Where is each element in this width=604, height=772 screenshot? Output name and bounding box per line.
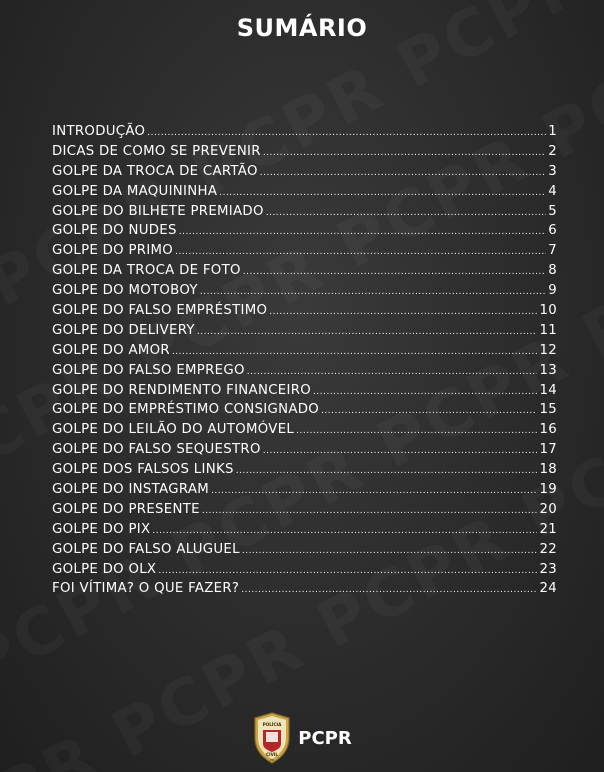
- toc-entry-page: 21: [539, 521, 557, 537]
- toc-entry-label: GOLPE DO FALSO EMPREGO: [52, 362, 245, 378]
- svg-text:POLÍCIA: POLÍCIA: [262, 722, 282, 727]
- toc-entry[interactable]: [52, 400, 557, 420]
- toc-entry[interactable]: [52, 321, 557, 341]
- toc-entry-label: GOLPE DA TROCA DE CARTÃO: [52, 163, 258, 179]
- toc-dot-leader: [202, 502, 538, 522]
- toc-entry-label: GOLPE DO PIX: [52, 521, 151, 537]
- toc-entry-page: 5: [548, 203, 557, 219]
- toc-entry[interactable]: [52, 241, 557, 261]
- toc-entry[interactable]: [52, 202, 557, 222]
- toc-entry[interactable]: [52, 460, 557, 480]
- toc-dot-leader: [211, 482, 537, 502]
- page-title: SUMÁRIO: [236, 14, 368, 42]
- toc-entry-label: GOLPE DO NUDES: [52, 223, 177, 239]
- toc-entry-page: 2: [548, 143, 557, 159]
- toc-entry-label: GOLPE DO AMOR: [52, 342, 170, 358]
- toc-entry-page: 6: [548, 223, 557, 239]
- toc-dot-leader: [179, 223, 547, 243]
- toc-entry-label: GOLPE DO MOTOBOY: [52, 283, 198, 299]
- toc-entry[interactable]: [52, 440, 557, 460]
- svg-text:PR: PR: [270, 758, 275, 762]
- toc-dot-leader: [242, 542, 538, 562]
- toc-entry-page: 8: [548, 263, 557, 279]
- toc-entry-page: 4: [548, 183, 557, 199]
- brand-name: PCPR: [298, 727, 352, 749]
- footer: [0, 712, 604, 764]
- toc-entry-page: 18: [539, 462, 557, 478]
- toc-entry-label: GOLPE DO DELIVERY: [52, 322, 195, 338]
- toc-entry-page: 22: [539, 541, 557, 557]
- toc-entry-page: 24: [539, 581, 557, 597]
- svg-text:CIVIL: CIVIL: [266, 752, 279, 757]
- toc-entry-label: GOLPE DA TROCA DE FOTO: [52, 263, 241, 279]
- toc-entry-page: 15: [539, 402, 557, 418]
- toc-dot-leader: [263, 144, 546, 164]
- toc-entry-label: GOLPE DO PRIMO: [52, 243, 174, 259]
- toc-dot-leader: [219, 184, 546, 204]
- toc-entry-page: 10: [539, 303, 557, 319]
- toc-entry[interactable]: [52, 560, 557, 580]
- toc-entry[interactable]: [52, 579, 557, 599]
- toc-entry-page: 14: [539, 382, 557, 398]
- toc-entry-page: 20: [539, 501, 557, 517]
- toc-dot-leader: [243, 263, 546, 283]
- toc-entry-page: 12: [539, 342, 557, 358]
- toc-entry-page: 1: [548, 124, 557, 139]
- toc-entry-label: INTRODUÇÃO: [52, 124, 146, 139]
- toc-dot-leader: [260, 164, 547, 184]
- toc-entry[interactable]: [52, 281, 557, 301]
- toc-entry[interactable]: [52, 341, 557, 361]
- table-of-contents: [52, 122, 557, 599]
- toc-entry[interactable]: [52, 142, 557, 162]
- toc-entry-label: FOI VÍTIMA? O QUE FAZER?: [52, 581, 240, 597]
- toc-dot-leader: [296, 422, 537, 442]
- toc-dot-leader: [266, 204, 547, 224]
- toc-entry[interactable]: [52, 381, 557, 401]
- toc-entry-label: GOLPE DOS FALSOS LINKS: [52, 462, 234, 478]
- toc-dot-leader: [269, 303, 537, 323]
- toc-dot-leader: [241, 581, 537, 601]
- toc-dot-leader: [263, 442, 538, 462]
- toc-entry[interactable]: [52, 500, 557, 520]
- toc-entry-page: 9: [548, 283, 557, 299]
- toc-entry-page: 7: [548, 243, 557, 259]
- toc-entry-page: 16: [539, 422, 557, 438]
- toc-entry[interactable]: [52, 480, 557, 500]
- toc-entry[interactable]: [52, 540, 557, 560]
- toc-entry-page: 17: [539, 442, 557, 458]
- toc-entry-page: 23: [539, 561, 557, 577]
- toc-entry-label: GOLPE DO OLX: [52, 561, 157, 577]
- toc-entry-label: GOLPE DO FALSO ALUGUEL: [52, 541, 240, 557]
- toc-entry[interactable]: [52, 301, 557, 321]
- toc-entry-page: 3: [548, 163, 557, 179]
- toc-entry-label: DICAS DE COMO SE PREVENIR: [52, 143, 261, 159]
- toc-entry-page: 19: [539, 482, 557, 498]
- toc-dot-leader: [313, 383, 537, 403]
- toc-entry[interactable]: [52, 122, 557, 142]
- toc-entry-page: 11: [539, 322, 557, 338]
- toc-entry-label: GOLPE DO RENDIMENTO FINANCEIRO: [52, 382, 312, 398]
- toc-dot-leader: [236, 462, 538, 482]
- toc-dot-leader: [197, 323, 538, 343]
- toc-dot-leader: [321, 402, 537, 422]
- toc-entry[interactable]: [52, 361, 557, 381]
- toc-entry-label: GOLPE DO LEILÃO DO AUTOMÓVEL: [52, 422, 295, 438]
- toc-entry-label: GOLPE DO BILHETE PREMIADO: [52, 203, 264, 219]
- toc-entry[interactable]: [52, 221, 557, 241]
- toc-entry[interactable]: [52, 520, 557, 540]
- toc-entry[interactable]: [52, 182, 557, 202]
- toc-entry[interactable]: [52, 162, 557, 182]
- toc-entry-label: GOLPE DO PRESENTE: [52, 501, 200, 517]
- toc-entry-page: 13: [539, 362, 557, 378]
- toc-entry[interactable]: [52, 261, 557, 281]
- toc-entry-label: GOLPE DO EMPRÉSTIMO CONSIGNADO: [52, 402, 320, 418]
- toc-entry-label: GOLPE DO INSTAGRAM: [52, 482, 209, 498]
- toc-entry-label: GOLPE DO FALSO SEQUESTRO: [52, 442, 261, 458]
- toc-entry-label: GOLPE DO FALSO EMPRÉSTIMO: [52, 303, 268, 319]
- toc-entry[interactable]: [52, 420, 557, 440]
- toc-entry-label: GOLPE DA MAQUININHA: [52, 183, 218, 199]
- police-badge-icon: [252, 712, 292, 764]
